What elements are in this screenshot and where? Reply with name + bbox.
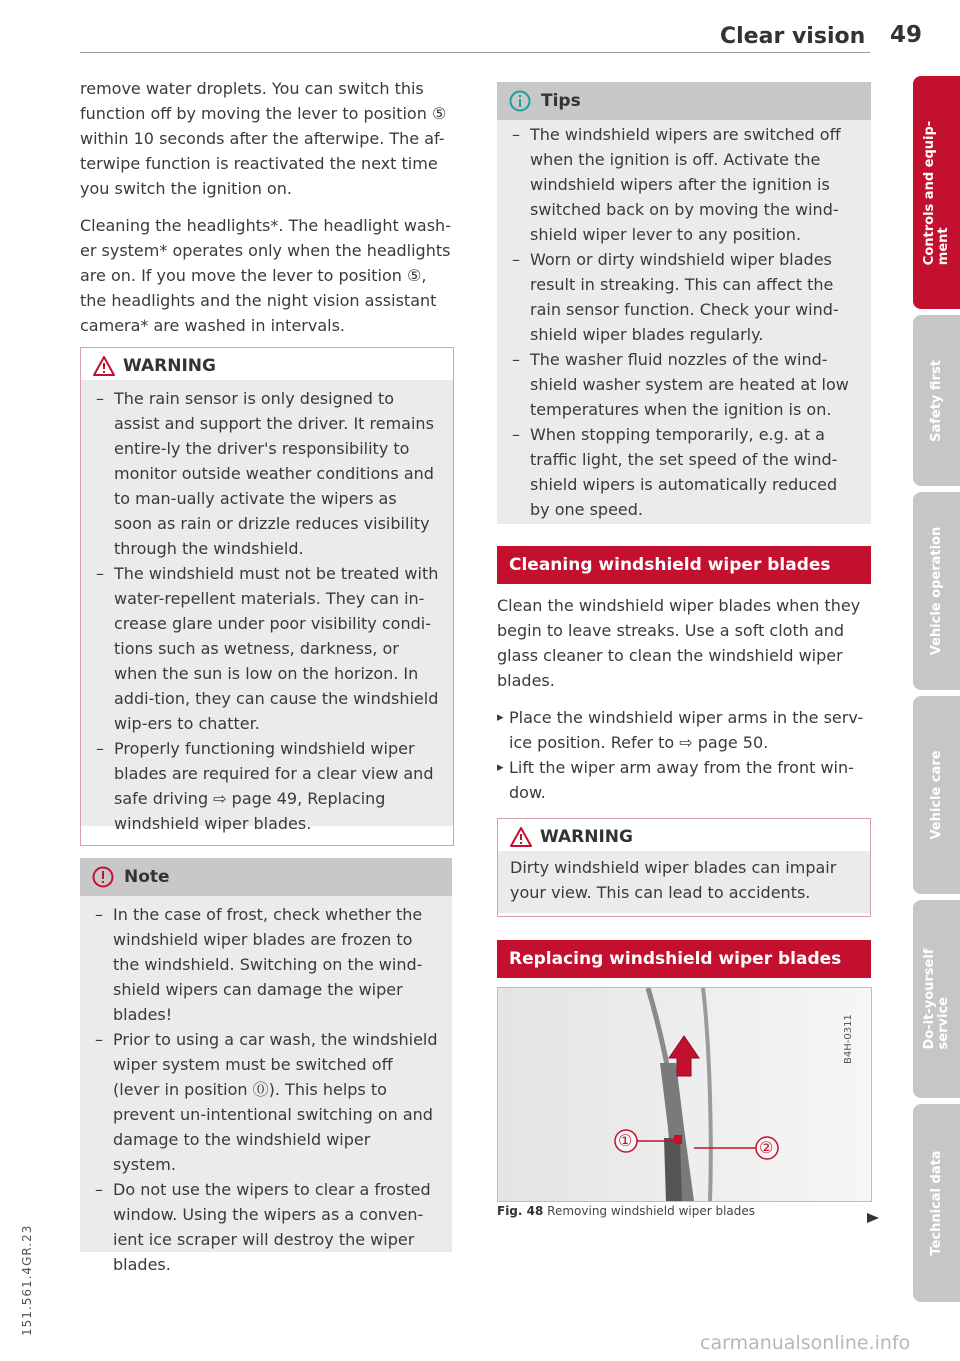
tab-label: Vehicle care	[928, 750, 944, 840]
tab-do-it-yourself-service[interactable]	[913, 900, 960, 1098]
figure-caption-text: Removing windshield wiper blades	[547, 1204, 756, 1218]
callout-1: ①	[618, 1131, 633, 1150]
tab-label: Vehicle operation	[928, 526, 944, 656]
info-circle-icon	[509, 90, 531, 112]
header-rule	[80, 52, 870, 53]
note-item: – In the case of frost, check whether the windshield wiper blades are frozen to the windshield. Switching on the wind-shield wipers can damage the wiper blades!	[94, 902, 438, 1027]
warning-item: – The rain sensor is only designed to assist and support the driver. It remains entire-ly the driver's responsibility to monitor outside weather conditions and to man-ually activate the wipers as soon as rain or drizzle reduces visibility through the windshield.	[95, 386, 439, 561]
section-title: Clear vision	[720, 24, 866, 49]
tips-item: – Worn or dirty windshield wiper blades result in streaking. This can affect the rain sensor function. Check your wind-shield wiper blades regularly.	[511, 247, 857, 347]
watermark: carmanualsonline.info	[700, 1332, 911, 1354]
paragraph-afterwipe: remove water droplets. You can switch this function off by moving the lever to position ⑤ within 10 seconds after the afterwipe. The af-terwipe function is reactivated the next time you switch the ignition on.	[80, 79, 447, 198]
section-heading-replacing: Replacing windshield wiper blades	[497, 940, 871, 978]
note-title: Note	[124, 867, 170, 887]
note-box	[80, 858, 452, 1274]
step-item: ▸ Lift the wiper arm away from the front win-dow.	[497, 755, 871, 805]
warning-triangle-icon	[510, 827, 532, 847]
tab-label: Do-it-yourself service	[921, 948, 951, 1050]
tips-box	[497, 82, 871, 524]
tips-header	[497, 82, 871, 120]
figure-code: B4H-0311	[843, 1014, 854, 1064]
tips-item: – The windshield wipers are switched off when the ignition is off. Activate the windshield wipers after the ignition is switched back on by moving the wind-shield wiper lever to any position.	[511, 122, 857, 247]
tab-safety-first[interactable]	[913, 315, 960, 486]
tips-body	[497, 120, 871, 530]
figure-label: Fig. 48	[497, 1204, 544, 1218]
tab-controls-and-equipment[interactable]	[913, 76, 960, 309]
warning-triangle-icon	[93, 356, 115, 376]
margin-code: 151.561.4GR.23	[20, 1224, 34, 1336]
tips-item: – The washer fluid nozzles of the wind-shield washer system are heated at low temperatures when the ignition is on.	[511, 347, 857, 422]
tips-item: – When stopping temporarily, e.g. at a traffic light, the set speed of the wind-shield wipers is automatically reduced by one speed.	[511, 422, 857, 522]
cleaning-steps	[497, 705, 871, 805]
callout-2: ②	[759, 1138, 774, 1157]
warning-header	[498, 819, 870, 851]
note-body	[80, 896, 452, 1285]
warning-box-dirty-blades	[497, 818, 871, 917]
note-item: – Do not use the wipers to clear a frosted window. Using the wipers as a conven-ient ice scraper will destroy the wiper blades.	[94, 1177, 438, 1277]
tab-label: Technical data	[928, 1150, 944, 1256]
figure-caption	[497, 1204, 755, 1218]
warning-item: – The windshield must not be treated with water-repellent materials. They can in-crease glare under poor visibility condi-tions such as wetness, darkness, or when the sun is low on the horizon. In addi-tion, they can cause the windshield wip-ers to chatter.	[95, 561, 439, 736]
wiper-blade	[664, 1138, 682, 1201]
tab-vehicle-care[interactable]	[913, 696, 960, 894]
tab-vehicle-operation[interactable]	[913, 492, 960, 690]
warning-header	[81, 348, 453, 380]
warning-item: – Properly functioning windshield wiper blades are required for a clear view and safe driving ⇨ page 49, Replacing windshield wiper blades.	[95, 736, 439, 836]
paragraph-headlights: Cleaning the headlights*. The headlight wash-er system* operates only when the headlights are on. If you move the lever to position ⑤, the headlights and the night vision assistant camera* are washed in intervals.	[80, 216, 451, 335]
warning-title: WARNING	[540, 827, 633, 847]
exclamation-circle-icon	[92, 866, 114, 888]
section-heading-cleaning: Cleaning windshield wiper blades	[497, 546, 871, 584]
note-header	[80, 858, 452, 896]
continue-arrow-icon	[866, 1209, 880, 1228]
cleaning-intro: Clean the windshield wiper blades when they begin to leave streaks. Use a soft cloth and glass cleaner to clean the windshield wiper blades.	[497, 596, 861, 690]
warning-text: Dirty windshield wiper blades can impair your view. This can lead to accidents.	[498, 851, 870, 913]
warning-title: WARNING	[123, 356, 216, 376]
figure-wiper-blade	[497, 987, 872, 1202]
cleaning-section	[497, 593, 871, 805]
warning-body	[81, 380, 453, 833]
step-item: ▸ Place the windshield wiper arms in the serv-ice position. Refer to ⇨ page 50.	[497, 705, 871, 755]
tips-title: Tips	[541, 91, 581, 111]
tab-label: Safety first	[928, 359, 944, 442]
tab-technical-data[interactable]	[913, 1104, 960, 1302]
note-item: – Prior to using a car wash, the windshield wiper system must be switched off (lever in position ⓪). This helps to prevent un-intentional switching on and damage to the windshield wiper system.	[94, 1027, 438, 1177]
warning-box-rain-sensor	[80, 347, 454, 846]
tab-label: Controls and equip- ment	[921, 120, 951, 265]
page-number: 49	[890, 22, 923, 48]
wiper-illustration	[498, 988, 871, 1201]
release-tab	[674, 1135, 682, 1144]
left-column	[80, 76, 452, 350]
